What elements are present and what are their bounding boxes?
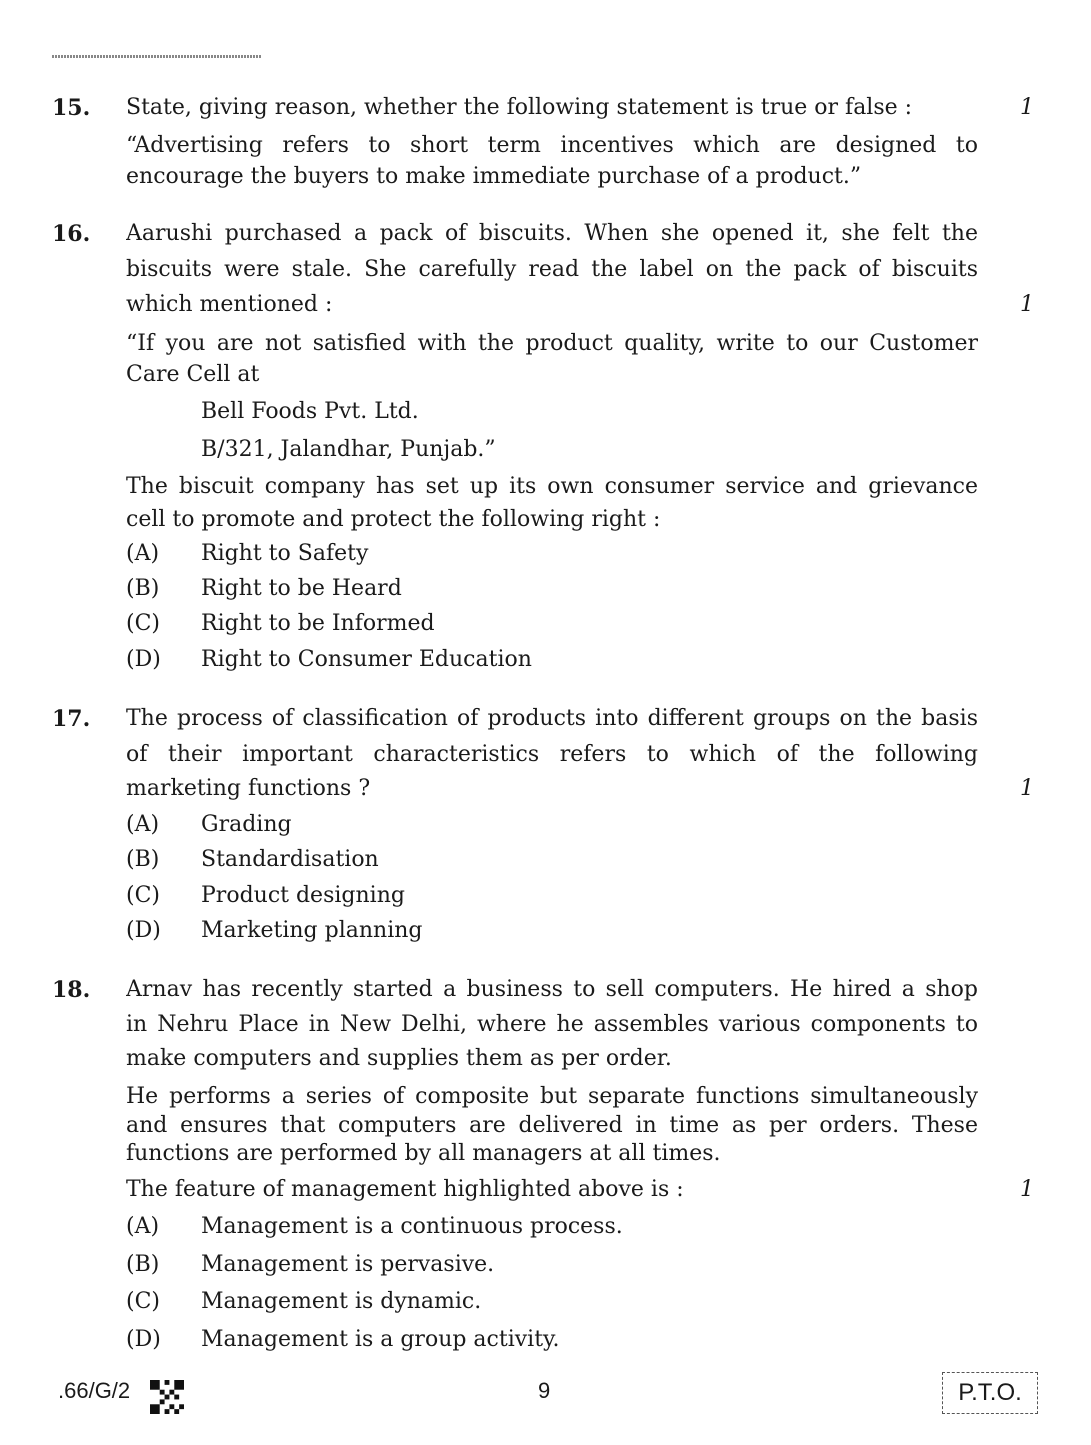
q18-option-b-label: (B): [126, 1252, 160, 1277]
q16-option-a-text: Right to Safety: [201, 541, 369, 566]
q18-para2-line1: He performs a series of composite but separate functions simultaneously: [126, 1084, 978, 1109]
q18-para2-line2: and ensures that computers are delivered in time as per orders. These: [126, 1113, 978, 1138]
q16-option-b-text: Right to be Heard: [201, 576, 402, 601]
q18-option-a-label: (A): [126, 1214, 160, 1239]
q17-option-d-label: (D): [126, 918, 161, 943]
q16-address-line2: B/321, Jalandhar, Punjab.”: [201, 437, 496, 462]
q17-option-c-text: Product designing: [201, 883, 405, 908]
q15-quote-line2: encourage the buyers to make immediate purchase of a product.”: [126, 164, 862, 189]
q17-line2: of their important characteristics refers to which of the following: [126, 742, 978, 767]
q17-line1: The process of classification of products into different groups on the basis: [126, 706, 978, 731]
q17-option-d-text: Marketing planning: [201, 918, 423, 943]
pto-box: P.T.O.: [942, 1372, 1038, 1414]
q17-marks: 1: [1020, 776, 1034, 801]
q18-para1-line1: Arnav has recently started a business to sell computers. He hired a shop: [126, 977, 978, 1002]
q16-number: 16.: [52, 221, 91, 247]
q18-para1-line3: make computers and supplies them as per order.: [126, 1046, 672, 1071]
q15-text: State, giving reason, whether the following statement is true or false :: [126, 95, 913, 120]
q18-number: 18.: [52, 977, 91, 1003]
q17-line3: marketing functions ?: [126, 776, 371, 801]
q16-option-a-label: (A): [126, 541, 160, 566]
q16-option-d-text: Right to Consumer Education: [201, 647, 532, 672]
q15-quote-line1: “Advertising refers to short term incentives which are designed to: [126, 133, 978, 158]
q18-marks: 1: [1020, 1177, 1034, 1202]
q16-para2-line2: Care Cell at: [126, 362, 260, 387]
q16-option-c-text: Right to be Informed: [201, 611, 435, 636]
q16-option-d-label: (D): [126, 647, 161, 672]
q15-number: 15.: [52, 95, 91, 121]
q16-para1-line2: biscuits were stale. She carefully read the label on the pack of biscuits: [126, 257, 978, 282]
q17-option-a-text: Grading: [201, 812, 292, 837]
q18-para2-line3: functions are performed by all managers at all times.: [126, 1141, 721, 1166]
q16-option-c-label: (C): [126, 611, 160, 636]
q18-para1-line2: in Nehru Place in New Delhi, where he assembles various components to: [126, 1012, 978, 1037]
q18-option-c-text: Management is dynamic.: [201, 1289, 482, 1314]
q15-marks: 1: [1020, 95, 1034, 120]
page-number: 9: [538, 1378, 551, 1403]
q18-option-b-text: Management is pervasive.: [201, 1252, 495, 1277]
qr-code-icon: [150, 1380, 184, 1414]
q17-option-b-text: Standardisation: [201, 847, 379, 872]
paper-code: .66/G/2: [58, 1378, 131, 1403]
q16-address-line1: Bell Foods Pvt. Ltd.: [201, 399, 419, 424]
q16-para3-line1: The biscuit company has set up its own consumer service and grievance: [126, 474, 978, 499]
q16-marks: 1: [1020, 292, 1034, 317]
q16-option-b-label: (B): [126, 576, 160, 601]
q16-para1-line1: Aarushi purchased a pack of biscuits. When she opened it, she felt the: [126, 221, 978, 246]
q18-para3: The feature of management highlighted above is :: [126, 1177, 684, 1202]
q16-para2-line1: “If you are not satisfied with the product quality, write to our Customer: [126, 331, 978, 356]
q18-option-c-label: (C): [126, 1289, 160, 1314]
q16-para3-line2: cell to promote and protect the following right :: [126, 507, 661, 532]
q17-number: 17.: [52, 706, 91, 732]
q17-option-b-label: (B): [126, 847, 160, 872]
top-microprint-mark: [52, 55, 262, 58]
q18-option-d-label: (D): [126, 1327, 161, 1352]
q16-para1-line3: which mentioned :: [126, 292, 333, 317]
q18-option-d-text: Management is a group activity.: [201, 1327, 560, 1352]
q17-option-a-label: (A): [126, 812, 160, 837]
q18-option-a-text: Management is a continuous process.: [201, 1214, 623, 1239]
q17-option-c-label: (C): [126, 883, 160, 908]
